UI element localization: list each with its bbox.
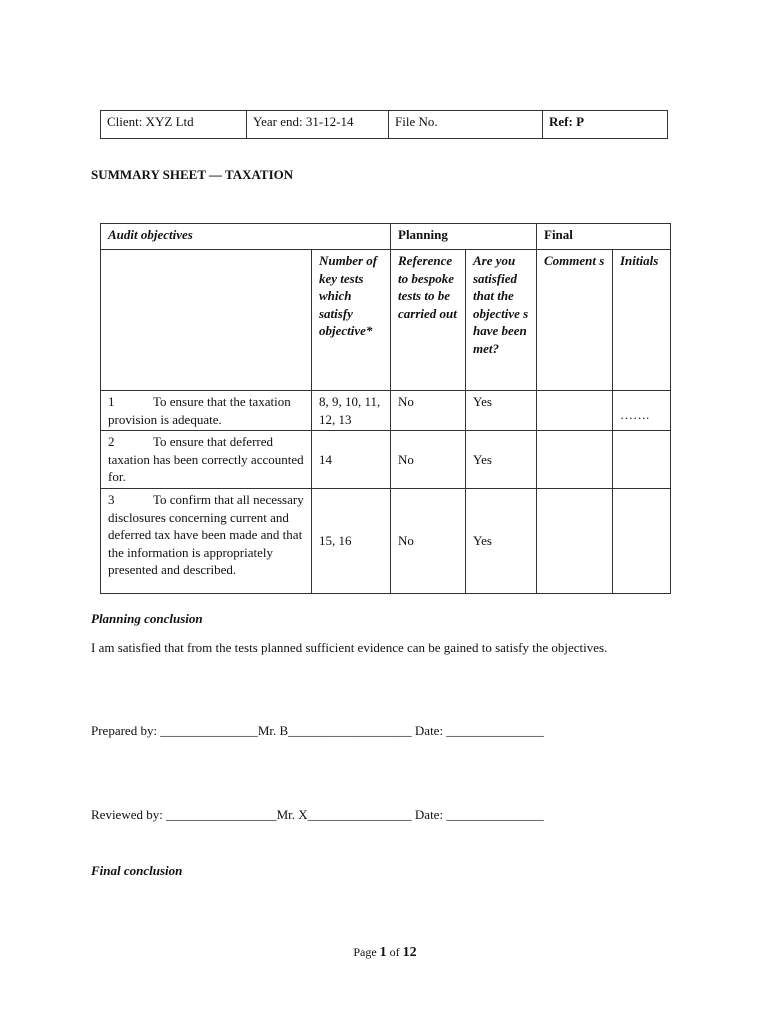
blank-subheader: [101, 250, 312, 391]
objective-cell: [101, 488, 312, 593]
satisfied-cell: Yes: [466, 488, 537, 593]
audit-objectives-header: Audit objectives: [101, 224, 391, 250]
page-footer: [0, 945, 770, 961]
objective-text: To ensure that deferred taxation has been correctly accounted for.: [108, 434, 304, 485]
planning-conclusion-heading: Planning conclusion: [91, 611, 203, 626]
tests-cell: 8, 9, 10, 11, 12, 13: [312, 391, 391, 431]
reviewed-by-label: Reviewed by: _________________: [91, 807, 277, 822]
page-number: 1: [379, 945, 387, 960]
number-of-tests-header: Number of key tests which satisfy objective*: [312, 250, 391, 391]
reviewed-by-name: Mr. X: [276, 807, 308, 822]
page-word: Page: [353, 945, 380, 959]
objective-text: To ensure that the taxation provision is adequate.: [108, 394, 291, 427]
satisfied-header: Are you satisfied that the objective s have been met?: [466, 250, 537, 391]
table-row: [101, 488, 671, 593]
page-title: SUMMARY SHEET — TAXATION: [91, 167, 294, 182]
file-no-cell: File No.: [389, 111, 543, 139]
initials-header: Initials: [613, 250, 671, 391]
objective-number: 1: [108, 394, 115, 409]
year-end-cell: Year end: 31-12-14: [247, 111, 389, 139]
initials-cell: …….: [613, 391, 671, 431]
objective-cell: [101, 391, 312, 431]
tests-cell: 15, 16: [312, 488, 391, 593]
prepared-by-name: Mr. B: [257, 723, 289, 738]
of-word: of: [386, 945, 403, 959]
comments-cell: [537, 391, 613, 431]
planning-conclusion-text: I am satisfied that from the tests planned sufficient evidence can be gained to satisfy the objectives.: [91, 640, 608, 655]
client-cell: Client: XYZ Ltd: [101, 111, 247, 139]
objective-number: 2: [108, 434, 115, 450]
objective-cell: [101, 431, 312, 489]
prepared-by-blank: ___________________: [288, 723, 412, 738]
reviewed-date: Date: _______________: [411, 807, 544, 822]
objectives-table: [100, 223, 671, 594]
objective-number: 3: [108, 491, 115, 507]
objective-text: To confirm that all necessary disclosures concerning current and deferred tax have been made and that the information is appropriately presented and described.: [108, 491, 304, 578]
reference-cell: No: [391, 488, 466, 593]
planning-header: Planning: [391, 224, 537, 250]
satisfied-cell: Yes: [466, 391, 537, 431]
page-total: 12: [402, 945, 417, 960]
satisfied-cell: Yes: [466, 431, 537, 489]
prepared-date: Date: _______________: [411, 723, 544, 738]
comments-header: Comment s: [537, 250, 613, 391]
tests-cell: 14: [312, 431, 391, 489]
comments-cell: [537, 431, 613, 489]
comments-cell: [537, 488, 613, 593]
prepared-by-line: [91, 723, 544, 739]
reviewed-by-line: [91, 807, 544, 823]
header-table: [100, 110, 668, 139]
final-conclusion-heading: Final conclusion: [91, 863, 183, 878]
ref-cell: Ref: P: [543, 111, 668, 139]
initials-cell: [613, 431, 671, 489]
reference-header: Reference to bespoke tests to be carried out: [391, 250, 466, 391]
table-row: [101, 431, 671, 489]
prepared-by-label: Prepared by: _______________: [91, 723, 258, 738]
table-row: [101, 391, 671, 431]
initials-cell: [613, 488, 671, 593]
reviewed-by-blank: ________________: [307, 807, 412, 822]
reference-cell: No: [391, 391, 466, 431]
final-header: Final: [537, 224, 671, 250]
reference-cell: No: [391, 431, 466, 489]
